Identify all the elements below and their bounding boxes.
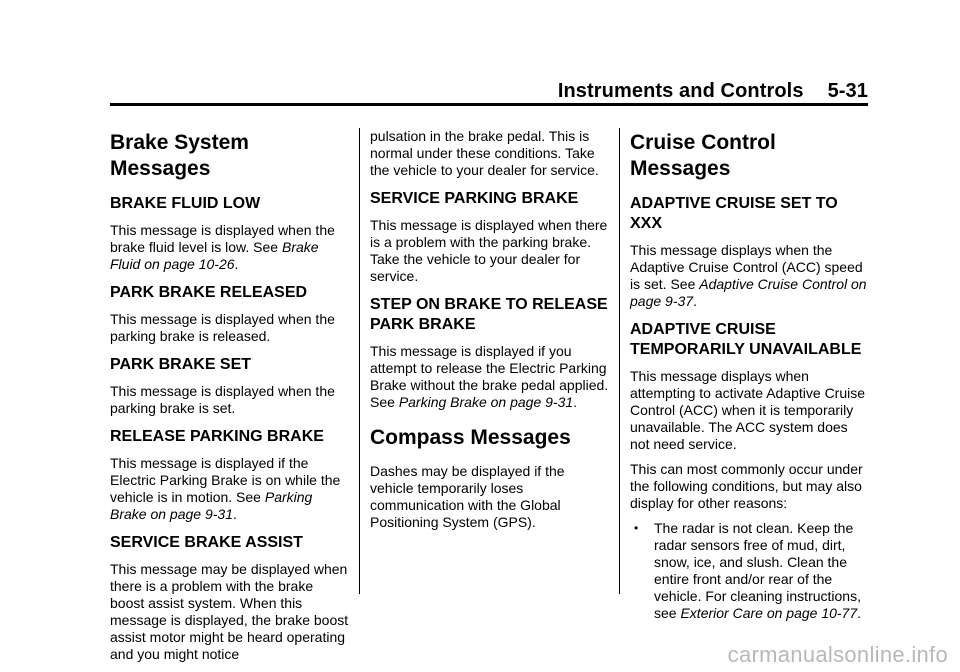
cross-reference-link[interactable]: Parking Brake on page 9-31 (110, 489, 313, 522)
column-2 (370, 122, 610, 539)
cross-reference-link[interactable]: Exterior Care on page 10-77 (680, 605, 858, 621)
adaptive-cruise-unavailable-heading: ADAPTIVE CRUISE TEMPORARILY UNAVAILABLE (630, 321, 862, 358)
cruise-control-heading: Cruise Control Messages (630, 131, 776, 180)
service-parking-brake-heading: SERVICE PARKING BRAKE (370, 190, 579, 207)
adaptive-cruise-set-text: This message displays when the Adaptive Cruise Control (ACC) speed is set. See Adaptive Cruise Control on page 9-37. (630, 242, 867, 309)
conditions-list (630, 520, 870, 622)
continued-text: pulsation in the brake pedal. This is normal under these conditions. Take the vehicle to your dealer for service. (370, 128, 599, 178)
release-parking-brake-text: This message is displayed if the Electric Parking Brake is on while the vehicle is in motion. See Parking Brake on page 9-31. (110, 455, 341, 522)
header-rule (110, 103, 868, 106)
park-brake-set-heading: PARK BRAKE SET (110, 356, 252, 373)
step-on-brake-text: This message is displayed if you attempt to release the Electric Parking Brake without the brake pedal applied. See Parking Brake on page 9-31. (370, 343, 609, 410)
page-header (558, 80, 868, 103)
service-brake-assist-heading: SERVICE BRAKE ASSIST (110, 534, 303, 551)
cross-reference-link[interactable]: Brake Fluid on page 10-26 (110, 239, 319, 272)
park-brake-released-heading: PARK BRAKE RELEASED (110, 284, 308, 301)
cross-reference-link[interactable]: Parking Brake on page 9-31 (398, 394, 574, 410)
column-divider-1 (359, 128, 360, 594)
column-divider-2 (619, 128, 620, 594)
service-brake-assist-text: This message may be displayed when there is a problem with the brake boost assist system. When this message is displayed, the brake boost assist motor might be heard operating and you might notice (110, 561, 349, 662)
cross-reference-link[interactable]: Adaptive Cruise Control on page 9-37 (630, 276, 867, 309)
park-brake-released-text: This message is displayed when the parking brake is released. (110, 311, 335, 344)
watermark: carmanualsonline.info (727, 642, 948, 667)
step-on-brake-heading: STEP ON BRAKE TO RELEASE PARK BRAKE (370, 296, 608, 333)
compass-messages-text: Dashes may be displayed if the vehicle temporarily loses communication with the Global Positioning System (GPS). (370, 463, 565, 530)
compass-messages-heading: Compass Messages (370, 426, 571, 449)
column-3 (630, 122, 870, 622)
park-brake-set-text: This message is displayed when the parking brake is set. (110, 383, 335, 416)
conditions-intro-text: This can most commonly occur under the following conditions, but may also display for other reasons: (630, 461, 863, 511)
service-parking-brake-text: This message is displayed when there is a problem with the parking brake. Take the vehicle to your dealer for service. (370, 217, 608, 284)
brake-fluid-low-text: This message is displayed when the brake fluid level is low. See Brake Fluid on page 10-26. (110, 222, 335, 272)
page-number: 5-31 (827, 80, 868, 102)
adaptive-cruise-unavailable-text: This message displays when attempting to activate Adaptive Cruise Control (ACC) when it is temporarily unavailable. The ACC system does not need service. (630, 368, 866, 452)
adaptive-cruise-set-heading: ADAPTIVE CRUISE SET TO XXX (630, 195, 838, 232)
section-title: Instruments and Controls (557, 80, 804, 102)
column-1 (110, 122, 350, 671)
list-item: • The radar is not clean. Keep the radar sensors free of mud, dirt, snow, ice, and slush. Clean the entire front and/or rear of the vehicle. For cleaning instructions, see Exterior Care on page 10-77. (634, 520, 862, 621)
bullet-icon: • (634, 521, 639, 535)
release-parking-brake-heading: RELEASE PARKING BRAKE (110, 428, 324, 445)
brake-fluid-low-heading: BRAKE FLUID LOW (110, 195, 261, 212)
brake-system-heading: Brake System Messages (110, 131, 249, 180)
